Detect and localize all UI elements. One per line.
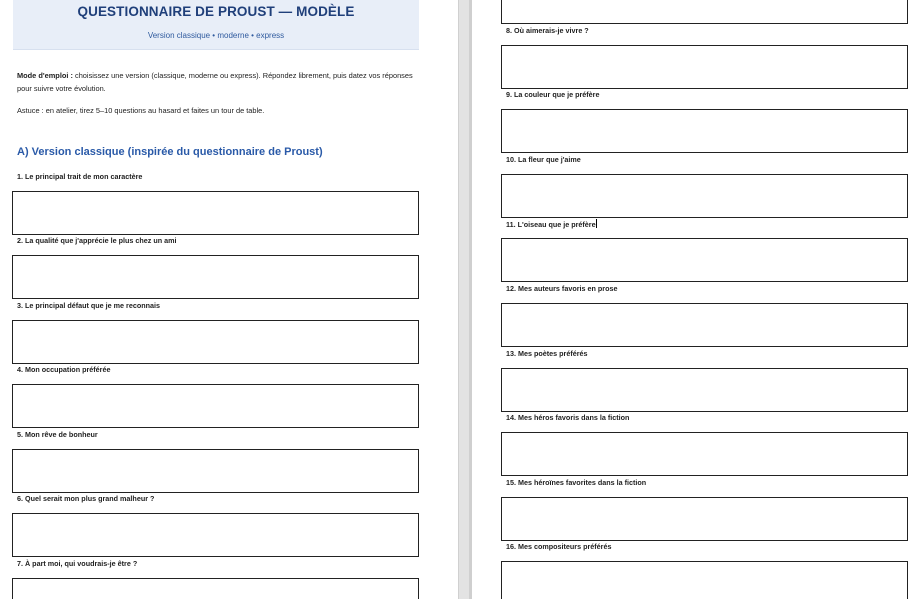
answer-box-8[interactable]	[501, 45, 908, 89]
question-label-11[interactable]	[506, 219, 597, 229]
answer-box-4[interactable]	[12, 384, 419, 428]
answer-box-13[interactable]	[501, 368, 908, 412]
answer-box-14[interactable]	[501, 432, 908, 476]
answer-box-16[interactable]	[501, 561, 908, 599]
document-subtitle: Version classique • moderne • express	[147, 31, 285, 40]
question-label-7: 7. À part moi, qui voudrais-je être ?	[17, 559, 138, 568]
answer-box-15[interactable]	[501, 497, 908, 541]
question-label-15: 15. Mes héroïnes favorites dans la fiction	[506, 478, 647, 487]
page-gutter	[458, 0, 470, 599]
answer-box-5[interactable]	[12, 449, 419, 493]
answer-box-6[interactable]	[12, 513, 419, 557]
tip-paragraph[interactable]: Astuce : en atelier, tirez 5–10 questions au hasard et faites un tour de table.	[17, 106, 265, 115]
question-label-5: 5. Mon rêve de bonheur	[17, 430, 98, 439]
question-label-1: 1. Le principal trait de mon caractère	[17, 172, 143, 181]
question-label-8: 8. Où aimerais-je vivre ?	[506, 26, 589, 35]
question-label-16: 16. Mes compositeurs préférés	[506, 542, 612, 551]
question-label-4: 4. Mon occupation préférée	[17, 365, 111, 374]
question-label-10: 10. La fleur que j'aime	[506, 155, 581, 164]
question-label-6: 6. Quel serait mon plus grand malheur ?	[17, 494, 155, 503]
answer-box-12[interactable]	[501, 303, 908, 347]
answer-box-10[interactable]	[501, 174, 908, 218]
answer-box-3[interactable]	[12, 320, 419, 364]
left-page	[0, 0, 458, 599]
question-label-2: 2. La qualité que j'apprécie le plus chez un ami	[17, 236, 177, 245]
right-page	[472, 0, 917, 599]
answer-box-11[interactable]	[501, 238, 908, 282]
question-label-11-text: 11. L'oiseau que je préfère	[506, 220, 596, 229]
question-label-14: 14. Mes héros favoris dans la fiction	[506, 413, 630, 422]
question-label-12: 12. Mes auteurs favoris en prose	[506, 284, 618, 293]
document-title: QUESTIONNAIRE DE PROUST — MODÈLE	[77, 4, 355, 19]
instructions-label: Mode d'emploi :	[17, 71, 73, 80]
question-label-3: 3. Le principal défaut que je me reconnais	[17, 301, 160, 310]
question-label-9: 9. La couleur que je préfère	[506, 90, 600, 99]
text-cursor	[596, 219, 597, 228]
answer-box-1[interactable]	[12, 191, 419, 235]
answer-box-9[interactable]	[501, 109, 908, 153]
section-heading-a: A) Version classique (inspirée du questionnaire de Proust)	[17, 146, 323, 158]
answer-box-7[interactable]	[12, 578, 419, 599]
title-band	[13, 0, 419, 50]
instructions-text: choisissez une version (classique, moderne ou express). Répondez librement, puis datez vos réponses pour suivre votre évolution.	[17, 71, 413, 93]
instructions-paragraph[interactable]	[17, 69, 417, 95]
question-label-13: 13. Mes poètes préférés	[506, 349, 588, 358]
answer-box-2[interactable]	[12, 255, 419, 299]
answer-box-7b[interactable]	[501, 0, 908, 24]
